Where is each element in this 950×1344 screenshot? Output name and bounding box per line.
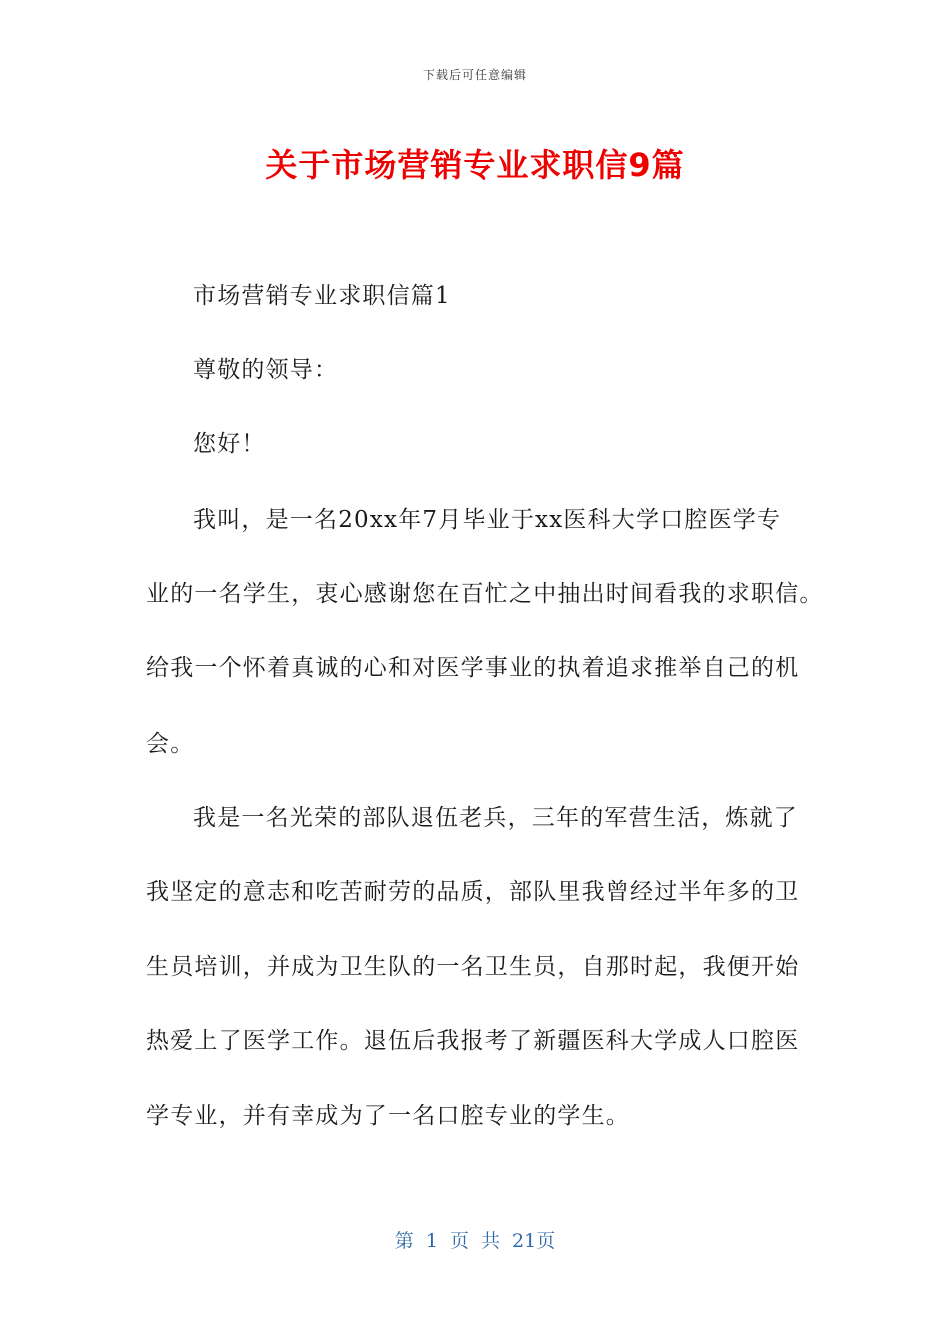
- page-footer: 第 1 页 共 21页: [394, 1230, 556, 1252]
- section-heading: 市场营销专业求职信篇1: [193, 283, 451, 309]
- salutation: 尊敬的领导：: [193, 357, 339, 383]
- paragraph-line: 热爱上了医学工作。退伍后我报考了新疆医科大学成人口腔医: [146, 1028, 800, 1054]
- paragraph-line: 我坚定的意志和吃苦耐劳的品质，部队里我曾经过半年多的卫: [146, 879, 800, 905]
- paragraph-line: 生员培训，并成为卫生队的一名卫生员，自那时起，我便开始: [146, 954, 800, 980]
- greeting: 您好！: [193, 431, 266, 457]
- paragraph-line: 学专业，并有幸成为了一名口腔专业的学生。: [146, 1103, 630, 1129]
- paragraph-line: 我叫，是一名20xx年7月毕业于xx医科大学口腔医学专: [193, 507, 782, 533]
- header-note: 下载后可任意编辑: [422, 68, 527, 82]
- document-title: 关于市场营销专业求职信9篇: [265, 146, 685, 184]
- paragraph-line: 业的一名学生，衷心感谢您在百忙之中抽出时间看我的求职信。: [146, 581, 824, 607]
- paragraph-line: 给我一个怀着真诚的心和对医学事业的执着追求推举自己的机: [146, 655, 800, 681]
- paragraph-line: 会。: [146, 731, 195, 757]
- paragraph-line: 我是一名光荣的部队退伍老兵，三年的军营生活，炼就了: [193, 805, 798, 831]
